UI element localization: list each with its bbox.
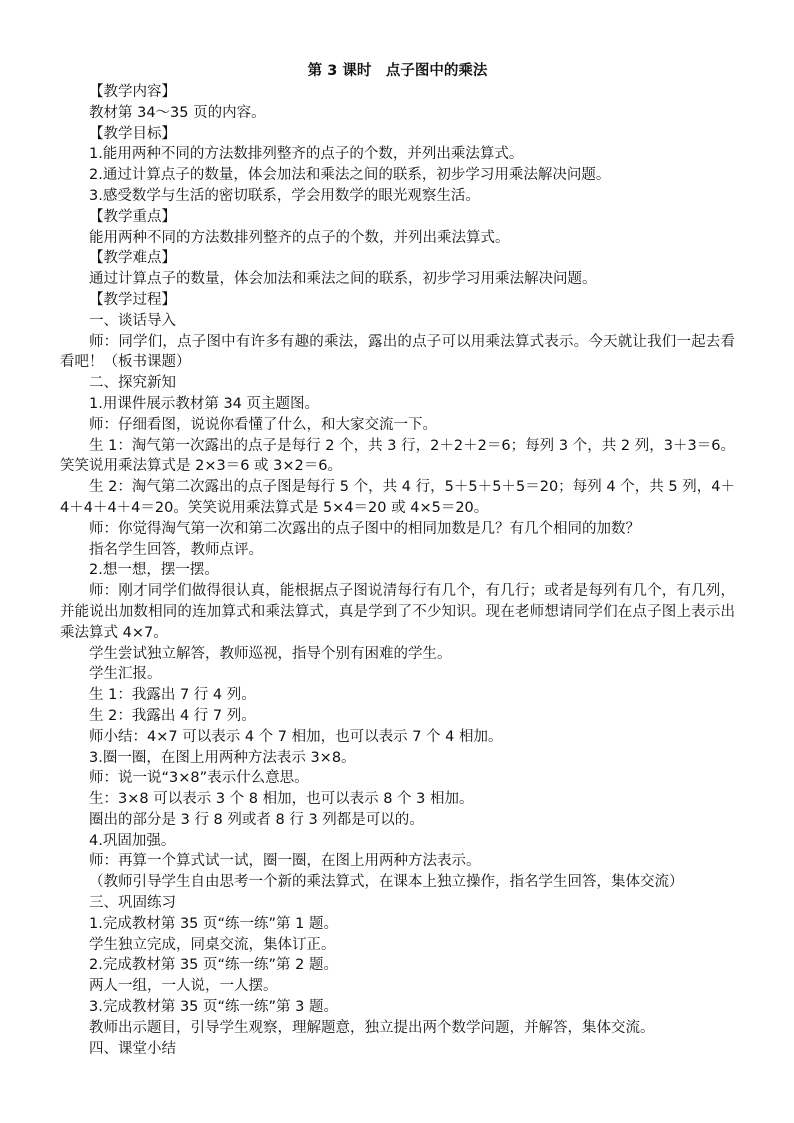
text-line: 师：仔细看图，说说你看懂了什么，和大家交流一下。 [89,416,437,433]
text-line: 师：同学们，点子图中有许多有趣的乘法，露出的点子可以用乘法算式表示。今天就让我们一起去看看吧！（板书课题） [60,333,735,371]
text-line: 2.通过计算点子的数量，体会加法和乘法之间的联系，初步学习用乘法解决问题。 [89,167,611,184]
text-line: 学生汇报。 [89,666,162,683]
text-line: 师：说一说“3×8”表示什么意思。 [89,770,309,787]
text-line: 1.完成教材第 35 页“练一练”第 1 题。 [89,915,338,932]
document-title: 第 3 课时 点子图中的乘法 [307,63,488,79]
text-line: 圈出的部分是 3 行 8 列或者 8 行 3 列都是可以的。 [89,811,424,828]
text-line: 【教学难点】 [89,250,176,267]
text-line: 指名学生回答，教师点评。 [89,541,263,558]
document-page [60,60,735,1059]
text-line: 两人一组，一人说，一人摆。 [89,978,278,995]
text-line: 学生尝试独立解答，教师巡视，指导个别有困难的学生。 [89,645,452,662]
text-line: 生 1：我露出 7 行 4 列。 [89,687,256,704]
text-line: 3.完成教材第 35 页“练一练”第 3 题。 [89,999,338,1016]
text-line: 生：3×8 可以表示 3 个 8 相加，也可以表示 8 个 3 相加。 [89,791,474,808]
text-line: 三、巩固练习 [89,895,176,912]
text-line: 四、课堂小结 [89,1040,176,1057]
text-line: 【教学目标】 [89,125,176,142]
text-line: 师：再算一个算式试一试，圈一圈，在图上用两种方法表示。 [89,853,481,870]
text-line: 生 2：淘气第二次露出的点子图是每行 5 个，共 4 行，5＋5＋5＋5＝20；每列 4 个，共 5 列，4＋4＋4＋4＋4＝20。笑笑说用乘法算式是 5×4＝20 或 4×5＝20。 [60,479,735,516]
text-line: 一、谈话导入 [89,312,176,329]
text-line: 1.用课件展示教材第 34 页主题图。 [89,395,320,412]
text-line: 【教学重点】 [89,208,176,225]
document-body [60,82,735,1059]
text-line: 【教学内容】 [89,84,176,100]
text-line: 能用两种不同的方法数排列整齐的点子的个数，并列出乘法算式。 [89,229,510,246]
text-line: 师：刚才同学们做得很认真，能根据点子图说清每行有几个，有几行；或者是每列有几个，有几列，并能说出加数相同的连加算式和乘法算式，真是学到了不少知识。现在老师想请同学们在点子图上表示出乘法算式 4×7。 [60,583,735,641]
text-line: 教师出示题目，引导学生观察，理解题意，独立提出两个数学问题，并解答，集体交流。 [89,1019,655,1036]
text-line: 教材第 34～35 页的内容。 [89,104,266,121]
text-line: 通过计算点子的数量，体会加法和乘法之间的联系，初步学习用乘法解决问题。 [89,271,597,288]
text-line: 师小结：4×7 可以表示 4 个 7 相加，也可以表示 7 个 4 相加。 [89,728,503,745]
text-line: （教师引导学生自由思考一个新的乘法算式，在课本上独立操作，指名学生回答，集体交流） [89,874,684,891]
text-line: 学生独立完成，同桌交流，集体订正。 [89,936,336,953]
text-line: 3.圈一圈，在图上用两种方法表示 3×8。 [89,749,356,766]
text-line: 2.完成教材第 35 页“练一练”第 2 题。 [89,957,338,974]
text-line: 二、探究新知 [89,375,176,392]
text-line: 【教学过程】 [89,291,176,308]
text-line: 3.感受数学与生活的密切联系，学会用数学的眼光观察生活。 [89,187,480,204]
text-line: 生 2：我露出 4 行 7 列。 [89,707,256,724]
text-line: 2.想一想，摆一摆。 [89,562,219,579]
text-line: 4.巩固加强。 [89,832,176,849]
text-line: 师：你觉得淘气第一次和第二次露出的点子图中的相同加数是几？有几个相同的加数？ [89,520,640,537]
text-line: 生 1：淘气第一次露出的点子是每行 2 个，共 3 行，2＋2＋2＝6；每列 3 个，共 2 列，3＋3＝6。笑笑说用乘法算式是 2×3＝6 或 3×2＝6。 [60,437,735,475]
text-line: 1.能用两种不同的方法数排列整齐的点子的个数，并列出乘法算式。 [89,146,524,163]
